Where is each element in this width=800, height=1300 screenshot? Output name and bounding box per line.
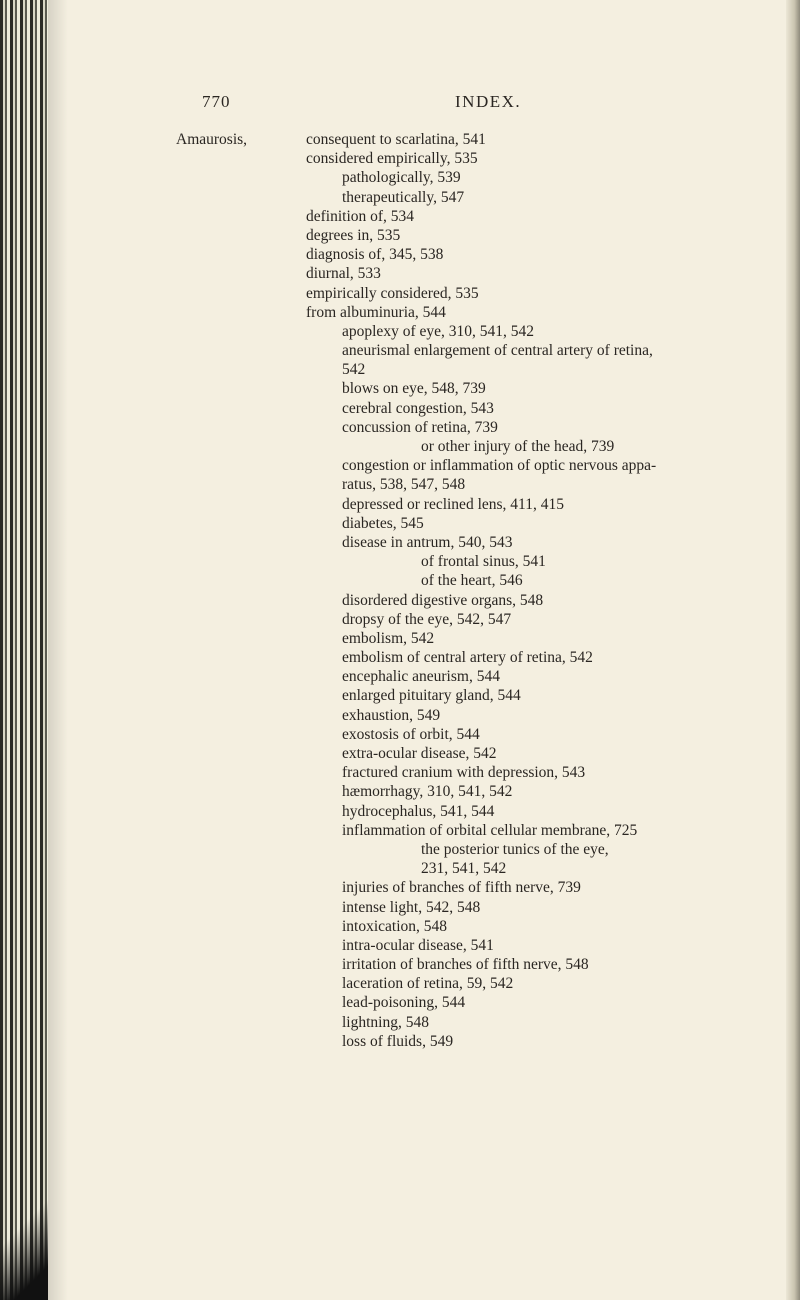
- index-line: [176, 725, 786, 744]
- running-head: INDEX.: [455, 92, 522, 111]
- index-entry: disordered digestive organs, 548: [342, 591, 544, 609]
- index-entry: hæmorrhagy, 310, 541, 542: [342, 783, 513, 801]
- index-entry: blows on eye, 548, 739: [342, 380, 486, 398]
- index-line: [176, 303, 786, 322]
- index-line: [176, 456, 786, 475]
- index-entry: lead-poisoning, 544: [342, 994, 466, 1012]
- index-entry: extra-ocular disease, 542: [342, 745, 497, 762]
- index-line: [176, 322, 786, 341]
- index-entry: from albuminuria, 544: [306, 303, 446, 321]
- index-entry: consequent to scarlatina, 541: [306, 131, 486, 148]
- index-entry: intoxication, 548: [342, 917, 448, 935]
- index-entry: laceration of retina, 59, 542: [342, 975, 514, 993]
- index-entry: exhaustion, 549: [342, 706, 441, 724]
- index-line: [176, 821, 786, 840]
- index-entry: intra-ocular disease, 541: [342, 936, 494, 954]
- index-entry: lightning, 548: [342, 1013, 429, 1031]
- index-line: [176, 782, 786, 801]
- index-line: [176, 802, 786, 821]
- index-line: [176, 188, 786, 207]
- index-entry: apoplexy of eye, 310, 541, 542: [342, 322, 534, 340]
- page-edge: [786, 0, 800, 1300]
- index-entry: considered empirically, 535: [306, 150, 478, 168]
- gutter-shadow: [48, 0, 68, 1300]
- index-entry: depressed or reclined lens, 411, 415: [342, 495, 564, 513]
- index-entry: ratus, 538, 547, 548: [342, 476, 466, 494]
- index-line: [176, 168, 786, 187]
- index-line: [176, 974, 786, 993]
- index-line: [176, 686, 786, 705]
- index-line: [176, 284, 786, 303]
- index-line: [176, 341, 786, 360]
- index-line: [176, 1032, 786, 1051]
- index-entry: cerebral congestion, 543: [342, 399, 494, 417]
- index-entry: 542: [342, 361, 366, 379]
- index-line: [176, 264, 786, 283]
- index-entry: loss of fluids, 549: [342, 1032, 454, 1050]
- index-entry: injuries of branches of fifth nerve, 739: [342, 879, 581, 897]
- index-line: [176, 495, 786, 514]
- index-line: [176, 859, 786, 878]
- index-line: [176, 648, 786, 667]
- index-line: [176, 552, 786, 571]
- index-line: [176, 399, 786, 418]
- index-line: [176, 130, 786, 149]
- index-line: [176, 667, 786, 686]
- index-entry: disease in antrum, 540, 543: [342, 533, 513, 551]
- index-line: [176, 993, 786, 1012]
- index-entry: fractured cranium with depression, 543: [342, 764, 586, 782]
- index-line: [176, 514, 786, 533]
- index-line: [176, 245, 786, 264]
- book-binding: [0, 0, 48, 1300]
- index-line: [176, 571, 786, 590]
- index-entry: enlarged pituitary gland, 544: [342, 687, 521, 705]
- index-line: [176, 917, 786, 936]
- page-number: 770: [202, 92, 231, 111]
- index-entry: encephalic aneurism, 544: [342, 668, 500, 686]
- index-entry: congestion or inflammation of optic nervous appa-: [342, 457, 657, 475]
- index-entry: degrees in, 535: [306, 226, 401, 244]
- index-line: [176, 149, 786, 168]
- index-entry: empirically considered, 535: [306, 284, 479, 302]
- index-line: [176, 706, 786, 725]
- index-line: [176, 878, 786, 897]
- index-entries: [176, 130, 786, 1051]
- index-entry: exostosis of orbit, 544: [342, 725, 480, 743]
- index-entry: concussion of retina, 739: [342, 418, 498, 436]
- index-entry: of frontal sinus, 541: [421, 553, 546, 571]
- index-entry: definition of, 534: [306, 207, 415, 225]
- index-entry: aneurismal enlargement of central artery of retina,: [342, 342, 653, 360]
- index-entry: 231, 541, 542: [421, 860, 507, 878]
- index-entry: the posterior tunics of the eye,: [421, 840, 609, 858]
- index-line: [176, 1013, 786, 1032]
- index-entry: irritation of branches of fifth nerve, 548: [342, 956, 589, 974]
- index-line: [176, 437, 786, 456]
- index-line: [176, 744, 786, 763]
- index-entry: diurnal, 533: [306, 265, 381, 283]
- index-line: [176, 610, 786, 629]
- index-entry: of the heart, 546: [421, 572, 523, 590]
- index-line: [176, 533, 786, 552]
- index-entry: hydrocephalus, 541, 544: [342, 802, 495, 820]
- index-entry: diabetes, 545: [342, 514, 424, 532]
- index-line: [176, 418, 786, 437]
- index-entry: embolism, 542: [342, 629, 435, 647]
- index-line: [176, 763, 786, 782]
- index-entry: embolism of central artery of retina, 542: [342, 649, 593, 667]
- index-line: [176, 207, 786, 226]
- index-entry: pathologically, 539: [342, 169, 461, 187]
- index-entry: therapeutically, 547: [342, 188, 465, 206]
- index-entry: dropsy of the eye, 542, 547: [342, 610, 512, 628]
- index-term: Amaurosis,: [176, 131, 248, 148]
- index-entry: intense light, 542, 548: [342, 898, 481, 916]
- index-line: [176, 955, 786, 974]
- index-line: [176, 475, 786, 494]
- index-line: [176, 629, 786, 648]
- index-entry: inflammation of orbital cellular membrane, 725: [342, 821, 638, 839]
- index-line: [176, 840, 786, 859]
- index-line: [176, 379, 786, 398]
- index-line: [176, 226, 786, 245]
- index-line: [176, 898, 786, 917]
- index-entry: diagnosis of, 345, 538: [306, 246, 444, 264]
- index-line: [176, 591, 786, 610]
- index-line: [176, 936, 786, 955]
- index-line: [176, 360, 786, 379]
- page-header: [202, 92, 562, 114]
- index-entry: or other injury of the head, 739: [421, 438, 615, 455]
